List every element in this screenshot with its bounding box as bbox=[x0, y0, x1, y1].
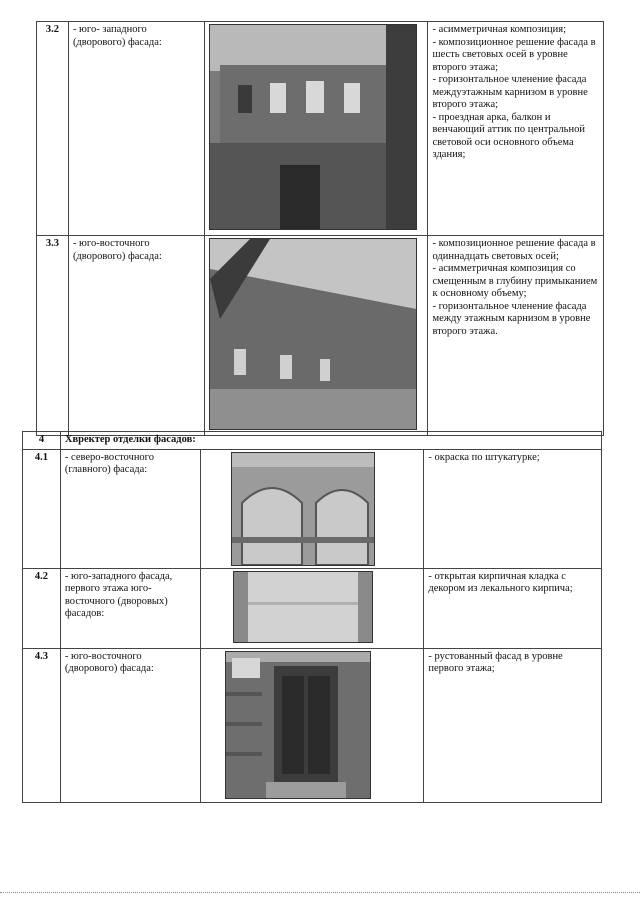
row-label: - юго-восточного (дворового) фасада: bbox=[60, 648, 200, 802]
section-header-row bbox=[23, 432, 602, 450]
photo-southwest-courtyard-facade bbox=[209, 24, 417, 230]
photo-cell bbox=[200, 568, 424, 648]
row-description: - рустованный фасад в уровне первого этажа; bbox=[424, 648, 602, 802]
table-row bbox=[23, 568, 602, 648]
footer-divider bbox=[0, 892, 640, 895]
table-row bbox=[37, 236, 604, 436]
row-description: - открытая кирпичная кладка с декором из лекального кирпича; bbox=[424, 568, 602, 648]
photo-southeast-courtyard-facade bbox=[209, 238, 417, 430]
row-label: - юго-восточного (дворового) фасада: bbox=[68, 236, 204, 436]
section-title: Хвректер отделки фасадов: bbox=[60, 432, 601, 450]
characteristics-table-lower bbox=[22, 431, 602, 803]
row-label: - юго-западного фасада, первого этажа юго-восточного (дворовых) фасадов: bbox=[60, 568, 200, 648]
row-number: 4.3 bbox=[23, 648, 61, 802]
row-label: - северо-восточного (главного) фасада: bbox=[60, 449, 200, 568]
row-label: - юго- западного (дворового) фасада: bbox=[68, 22, 204, 236]
section-number: 4 bbox=[23, 432, 61, 450]
row-description: - композиционное решение фасада в одиннадцать световых осей; - асимметричная композиция со смещенным в глубину примыканием к основному объему; - горизонтальное членение фасада между этажным карнизом в уровне второго этажа. bbox=[428, 236, 604, 436]
row-number: 4.2 bbox=[23, 568, 61, 648]
table-row bbox=[37, 22, 604, 236]
row-description: - окраска по штукатурке; bbox=[424, 449, 602, 568]
photo-cell bbox=[204, 22, 428, 236]
photo-brick-masonry bbox=[233, 571, 373, 643]
photo-cell bbox=[204, 236, 428, 436]
row-number: 4.1 bbox=[23, 449, 61, 568]
table-row bbox=[23, 648, 602, 802]
photo-cell bbox=[200, 449, 424, 568]
row-description: - асимметричная композиция; - композиционное решение фасада в шесть световых осей в уровне второго этажа; - горизонтальное членение фасада междуэтажным карнизом в уровне второго этажа; - проездная арка, балкон и венчающий аттик по центральной световой оси основного объема здания; bbox=[428, 22, 604, 236]
photo-cell bbox=[200, 648, 424, 802]
row-number: 3.3 bbox=[37, 236, 69, 436]
photo-rusticated-doorway bbox=[225, 651, 371, 799]
row-number: 3.2 bbox=[37, 22, 69, 236]
characteristics-table-upper bbox=[36, 21, 604, 436]
table-row bbox=[23, 449, 602, 568]
photo-main-facade-plaster bbox=[231, 452, 375, 566]
